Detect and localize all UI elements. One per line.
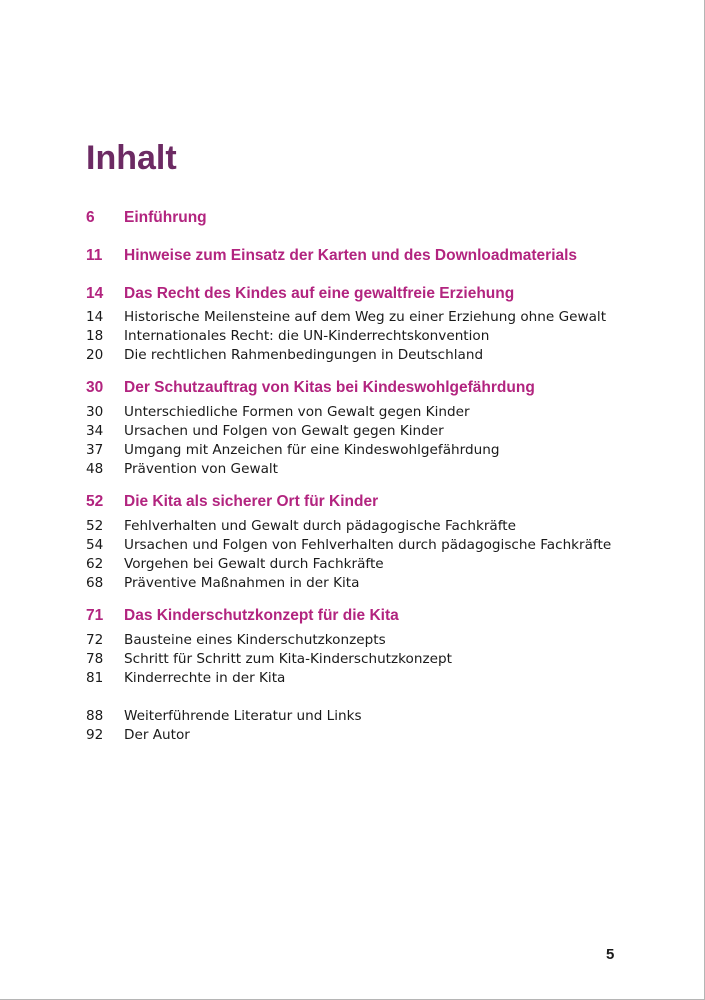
toc-label: Unterschiedliche Formen von Gewalt gegen Kinder	[124, 404, 470, 420]
toc-entry-section[interactable]	[86, 575, 359, 591]
toc-entry-section[interactable]	[86, 309, 606, 325]
toc-entry-section[interactable]	[86, 670, 285, 686]
toc-entry-section[interactable]	[86, 442, 500, 458]
toc-page-number: 88	[86, 708, 104, 724]
toc-page-number: 71	[86, 607, 104, 624]
toc-label: Einführung	[124, 209, 207, 226]
toc-label: Die rechtlichen Rahmenbedingungen in Deutschland	[124, 347, 484, 363]
toc-page-number: 78	[86, 651, 104, 667]
toc-label: Vorgehen bei Gewalt durch Fachkräfte	[124, 556, 384, 572]
toc-page-number: 20	[86, 347, 104, 363]
toc-entry-chapter[interactable]	[86, 379, 535, 397]
toc-page-number: 18	[86, 328, 104, 344]
toc-label: Ursachen und Folgen von Gewalt gegen Kinder	[124, 423, 444, 439]
toc-entry-section[interactable]	[86, 708, 362, 724]
toc-page-number: 30	[86, 404, 104, 420]
toc-label: Schritt für Schritt zum Kita-Kinderschutzkonzept	[124, 651, 452, 667]
toc-entry-chapter[interactable]	[86, 493, 378, 511]
toc-page-number: 14	[86, 309, 104, 325]
toc-label: Das Recht des Kindes auf eine gewaltfreie Erziehung	[124, 285, 515, 302]
toc-page-number: 92	[86, 727, 104, 743]
toc-label: Internationales Recht: die UN-Kinderrechtskonvention	[124, 328, 490, 344]
toc-page-number: 34	[86, 423, 104, 439]
toc-page-number: 81	[86, 670, 104, 686]
toc-label: Der Autor	[124, 727, 190, 743]
toc-page-number: 30	[86, 379, 104, 396]
toc-entry-section[interactable]	[86, 632, 386, 648]
toc-entry-chapter[interactable]	[86, 285, 514, 303]
toc-label: Fehlverhalten und Gewalt durch pädagogische Fachkräfte	[124, 518, 516, 534]
toc-label: Hinweise zum Einsatz der Karten und des Downloadmaterials	[124, 247, 578, 264]
toc-page-number: 62	[86, 556, 104, 572]
toc-label: Weiterführende Literatur und Links	[124, 708, 362, 724]
toc-entry-section[interactable]	[86, 556, 384, 572]
toc-label: Bausteine eines Kinderschutzkonzepts	[124, 632, 386, 648]
toc-entry-section[interactable]	[86, 347, 483, 363]
toc-entry-section[interactable]	[86, 328, 489, 344]
toc-page-number: 48	[86, 461, 104, 477]
page-number: 5	[606, 946, 615, 963]
toc-entry-chapter[interactable]	[86, 209, 207, 227]
toc-label: Historische Meilensteine auf dem Weg zu einer Erziehung ohne Gewalt	[124, 309, 607, 325]
toc-entry-chapter[interactable]	[86, 247, 577, 265]
toc-page-number: 6	[86, 209, 95, 226]
toc-entry-section[interactable]	[86, 651, 452, 667]
toc-page-number: 54	[86, 537, 104, 553]
toc-label: Prävention von Gewalt	[124, 461, 279, 477]
toc-label: Die Kita als sicherer Ort für Kinder	[124, 493, 379, 510]
toc-label: Kinderrechte in der Kita	[124, 670, 286, 686]
page-title: Inhalt	[86, 139, 177, 177]
toc-label: Präventive Maßnahmen in der Kita	[124, 575, 360, 591]
toc-entry-section[interactable]	[86, 461, 278, 477]
toc-entry-chapter[interactable]	[86, 607, 399, 625]
toc-label: Ursachen und Folgen von Fehlverhalten durch pädagogische Fachkräfte	[124, 537, 612, 553]
toc-entry-section[interactable]	[86, 537, 611, 553]
toc-entry-section[interactable]	[86, 423, 444, 439]
toc-label: Umgang mit Anzeichen für eine Kindeswohlgefährdung	[124, 442, 500, 458]
toc-label: Das Kinderschutzkonzept für die Kita	[124, 607, 399, 624]
toc-page-number: 52	[86, 493, 104, 510]
toc-entry-section[interactable]	[86, 404, 470, 420]
toc-page-number: 52	[86, 518, 104, 534]
toc-label: Der Schutzauftrag von Kitas bei Kindeswohlgefährdung	[124, 379, 535, 396]
toc-page-number: 11	[86, 247, 103, 264]
toc-entry-section[interactable]	[86, 727, 190, 743]
toc-page-number: 72	[86, 632, 104, 648]
toc-entry-section[interactable]	[86, 518, 516, 534]
toc-page-number: 68	[86, 575, 104, 591]
toc-page-number: 14	[86, 285, 104, 302]
toc-page-number: 37	[86, 442, 104, 458]
